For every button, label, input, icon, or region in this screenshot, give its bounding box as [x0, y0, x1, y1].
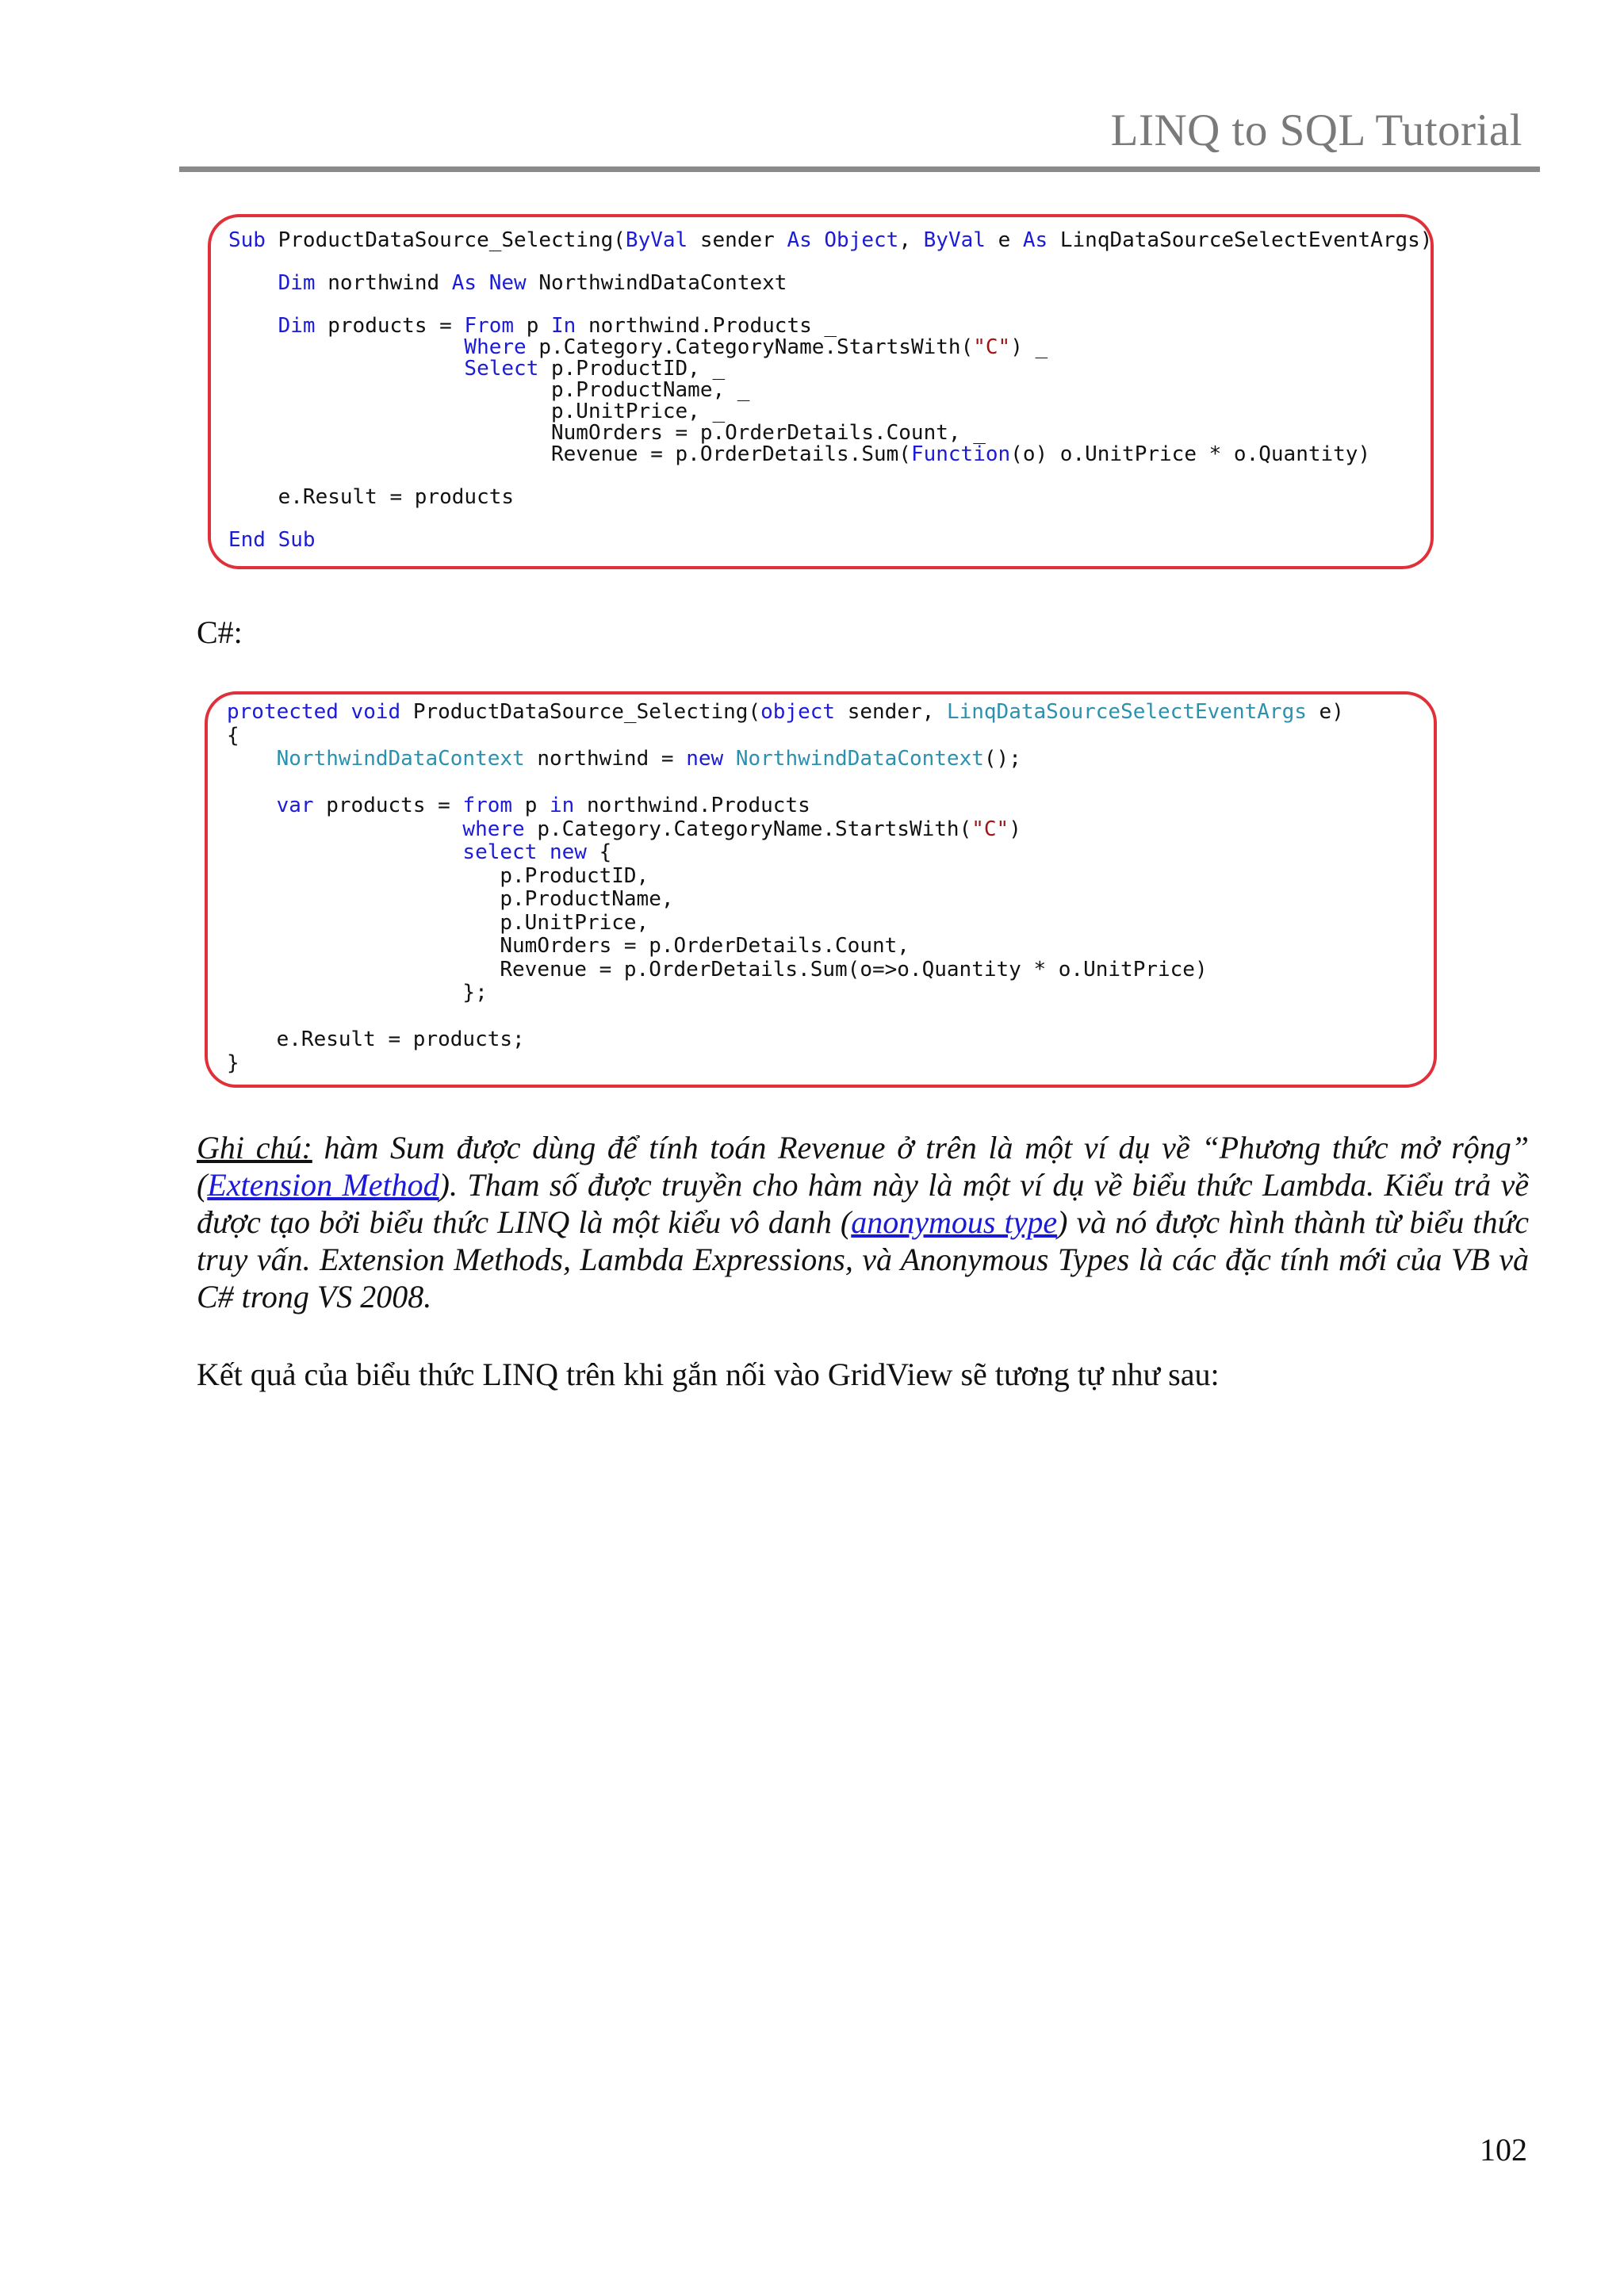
- code-token: var: [276, 794, 314, 817]
- code-line: [228, 421, 986, 445]
- code-token: [227, 794, 277, 817]
- anonymous-type-link[interactable]: anonymous type: [851, 1204, 1058, 1240]
- code-token: ByVal: [923, 228, 986, 252]
- extension-method-link[interactable]: Extension Method: [207, 1167, 439, 1203]
- code-token: Dim: [278, 314, 316, 338]
- code-line: [228, 335, 1048, 359]
- code-token: End Sub: [228, 528, 316, 552]
- code-token: products =: [313, 794, 463, 817]
- code-token: [227, 817, 462, 841]
- code-token: Object: [824, 228, 899, 252]
- code-line: [228, 378, 749, 402]
- code-token: [227, 840, 462, 864]
- code-token: };: [227, 981, 488, 1004]
- code-token: [812, 228, 825, 252]
- code-token: LinqDataSourceSelectEventArgs): [1048, 228, 1433, 252]
- page-number: 102: [1480, 2132, 1527, 2168]
- code-line: [227, 1051, 239, 1075]
- code-line: [228, 400, 725, 423]
- code-token: "C": [973, 335, 1011, 359]
- code-line: [227, 958, 1208, 982]
- code-token: NorthwindDataContext: [735, 747, 984, 771]
- code-line: [227, 911, 649, 935]
- code-token: northwind: [315, 271, 452, 295]
- note-label: Ghi chú:: [197, 1130, 312, 1165]
- csharp-section-label: C#:: [197, 614, 243, 650]
- code-token: sender,: [835, 700, 947, 724]
- note-paragraph: [197, 1129, 1529, 1315]
- note-text-3: ) và nó được hình thành từ biểu thức truy vấn. Extension Methods, Lambda Expressions, và Anonymous Types là các đặc tính mới của VB và C# trong VS 2008.: [197, 1204, 1530, 1314]
- code-token: Select: [464, 357, 539, 381]
- code-token: [723, 747, 736, 771]
- code-token: ): [1009, 817, 1021, 841]
- code-token: p: [514, 314, 552, 338]
- result-paragraph: Kết quả của biểu thức LINQ trên khi gắn nối vào GridView sẽ tương tự như sau:: [197, 1357, 1220, 1392]
- code-token: products =: [315, 314, 465, 338]
- code-token: p.Category.CategoryName.StartsWith(: [524, 817, 972, 841]
- code-token: ();: [983, 747, 1021, 771]
- code-token: e): [1306, 700, 1344, 724]
- code-token: new: [550, 840, 587, 864]
- document-header-title: LINQ to SQL Tutorial: [1110, 105, 1522, 155]
- code-token: void: [350, 700, 401, 724]
- code-token: e.Result = products: [228, 485, 515, 509]
- csharp-code-block: [205, 691, 1437, 1088]
- code-token: ProductDataSource_Selecting(: [400, 700, 761, 724]
- code-token: {: [586, 840, 612, 864]
- code-line: [227, 1027, 525, 1051]
- code-line: [227, 840, 611, 864]
- code-line: [228, 485, 514, 509]
- code-token: p.UnitPrice, _: [228, 400, 726, 423]
- code-line: [228, 442, 1370, 466]
- code-token: p.ProductID,: [227, 863, 649, 888]
- code-token: NumOrders = p.OrderDetails.Count, _: [228, 421, 986, 445]
- code-line: [227, 700, 1344, 724]
- code-token: NumOrders = p.OrderDetails.Count,: [227, 934, 910, 958]
- code-token: As: [451, 271, 477, 295]
- code-token: [228, 357, 464, 381]
- code-line: [228, 528, 316, 552]
- code-token: [228, 335, 464, 359]
- code-token: {: [227, 723, 239, 748]
- code-token: "C": [971, 817, 1009, 841]
- code-line: [228, 314, 837, 338]
- code-line: [228, 271, 787, 295]
- code-line: [227, 864, 649, 888]
- code-token: [339, 700, 351, 724]
- code-token: Function: [910, 442, 1011, 466]
- code-token: [227, 747, 277, 771]
- code-token: p: [512, 794, 550, 817]
- code-token: }: [227, 1050, 239, 1075]
- code-token: (o) o.UnitPrice * o.Quantity): [1010, 442, 1371, 466]
- code-line: [227, 887, 674, 911]
- code-token: ByVal: [625, 228, 688, 252]
- note-text-1: hàm Sum được dùng để tính toán Revenue ở trên là một ví dụ về “Phương thức mở rộng” (: [197, 1130, 1530, 1203]
- code-token: As: [1022, 228, 1048, 252]
- code-token: [477, 271, 489, 295]
- code-token: From: [464, 314, 515, 338]
- code-token: e: [985, 228, 1023, 252]
- code-token: As: [787, 228, 812, 252]
- code-token: sender: [688, 228, 787, 252]
- code-token: Sub: [228, 228, 266, 252]
- code-token: p.ProductName,: [227, 887, 674, 911]
- code-line: [227, 817, 1021, 841]
- code-token: Where: [464, 335, 527, 359]
- code-token: In: [551, 314, 576, 338]
- code-token: Revenue = p.OrderDetails.Sum(o=>o.Quantity * o.UnitPrice): [227, 957, 1208, 982]
- code-line: [227, 934, 910, 958]
- vb-code: [228, 230, 1432, 551]
- code-token: LinqDataSourceSelectEventArgs: [946, 700, 1307, 724]
- code-line: [228, 357, 725, 381]
- code-token: select: [462, 840, 538, 864]
- vb-code-block: [208, 214, 1434, 569]
- code-token: new: [686, 747, 724, 771]
- code-line: [228, 228, 1432, 252]
- code-token: ,: [898, 228, 924, 252]
- code-token: ProductDataSource_Selecting(: [265, 228, 626, 252]
- code-line: [227, 794, 810, 817]
- code-line: [227, 747, 1021, 771]
- code-token: object: [760, 700, 836, 724]
- code-token: from: [462, 794, 513, 817]
- code-line: [227, 981, 488, 1004]
- code-token: northwind.Products _: [576, 314, 837, 338]
- code-token: northwind =: [524, 747, 687, 771]
- code-token: New: [488, 271, 527, 295]
- code-token: e.Result = products;: [227, 1027, 525, 1051]
- code-token: where: [462, 817, 525, 841]
- code-token: northwind.Products: [574, 794, 810, 817]
- code-token: Dim: [278, 271, 316, 295]
- code-token: NorthwindDataContext: [276, 747, 525, 771]
- code-token: [228, 314, 278, 338]
- header-divider: [179, 166, 1540, 172]
- code-token: in: [550, 794, 575, 817]
- code-token: NorthwindDataContext: [526, 271, 787, 295]
- note-text-2: ). Tham số được truyền cho hàm này là một ví dụ về biểu thức Lambda. Kiểu trả về được tạo bởi biểu thức LINQ là một kiểu vô danh (: [197, 1167, 1529, 1240]
- code-token: [228, 271, 278, 295]
- code-line: [227, 724, 239, 748]
- code-token: protected: [227, 700, 339, 724]
- code-token: p.ProductName, _: [228, 378, 750, 402]
- code-token: Revenue = p.OrderDetails.Sum(: [228, 442, 911, 466]
- code-token: p.UnitPrice,: [227, 910, 649, 935]
- code-token: ) _: [1010, 335, 1048, 359]
- code-token: [537, 840, 550, 864]
- code-token: p.Category.CategoryName.StartsWith(: [526, 335, 974, 359]
- code-token: p.ProductID, _: [538, 357, 726, 381]
- csharp-code: [227, 701, 1344, 1075]
